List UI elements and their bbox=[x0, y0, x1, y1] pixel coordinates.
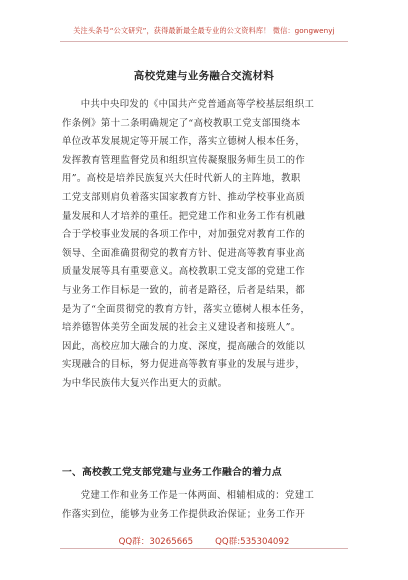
paragraph-line: 实现融合的目标，努力促进高等教育事业的发展与进步， bbox=[62, 359, 306, 371]
header-banner: 关注头条号“公文研究”，获得最新最全最专业的公文资料库！ 微信：gongwenyj bbox=[73, 26, 335, 35]
paragraph-line: 合于学校事业发展的各项工作中，对加强党对教育工作的 bbox=[62, 229, 306, 241]
paragraph-line: 量发展和人才培养的重任。把党建工作和业务工作有机融 bbox=[62, 210, 306, 222]
paragraph-line: 作条例》第十二条明确规定了“高校教职工党支部围绕本 bbox=[62, 117, 301, 129]
header-divider bbox=[60, 41, 348, 42]
paragraph-line: 因此，高校应加大融合的力度、深度，提高融合的效能以 bbox=[62, 340, 306, 352]
section-heading: 一、高校教工党支部党建与业务工作融合的着力点 bbox=[62, 467, 282, 478]
paragraph-section1 bbox=[62, 487, 345, 524]
paragraph-line: 为中华民族伟大复兴作出更大的贡献。 bbox=[62, 377, 228, 389]
paragraph-line: 作落实到位，能够为业务工作提供政治保证；业务工作开 bbox=[62, 508, 306, 520]
paragraph-line: 用”。高校是培养民族复兴大任时代新人的主阵地，教职 bbox=[62, 173, 301, 185]
document-title: 高校党建与业务融合交流材料 bbox=[133, 70, 275, 82]
paragraph-intro bbox=[62, 96, 345, 394]
paragraph-line: 工党支部则肩负着落实国家教育方针、推动学校事业高质 bbox=[62, 191, 306, 203]
paragraph-line: 质量发展等具有重要意义。高校教职工党支部的党建工作 bbox=[62, 266, 306, 278]
footer-contact bbox=[0, 535, 408, 547]
footer-divider bbox=[60, 548, 348, 549]
paragraph-line: 党建工作和业务工作是一体两面、相辅相成的：党建工 bbox=[80, 490, 315, 501]
paragraph-line: 是为了“全面贯彻党的教育方针，落实立德树人根本任务， bbox=[62, 303, 311, 315]
paragraph-line: 领导、全面准确贯彻党的教育方针、促进高等教育事业高 bbox=[62, 247, 306, 259]
paragraph-line: 发挥教育管理监督党员和组织宣传凝聚服务师生员工的作 bbox=[62, 154, 306, 166]
paragraph-line: 单位改革发展规定等开展工作，落实立德树人根本任务， bbox=[62, 136, 306, 148]
footer-qq-group-2: QQ群:535304092 bbox=[215, 537, 290, 547]
paragraph-line: 培养德智体美劳全面发展的社会主义建设者和接班人”。 bbox=[62, 322, 301, 334]
paragraph-line: 中共中央印发的《中国共产党普通高等学校基层组织工 bbox=[80, 99, 315, 110]
paragraph-line: 与业务工作目标是一致的，前者是路径，后者是结果，都 bbox=[62, 284, 306, 296]
footer-qq-group-1: QQ群：30265665 bbox=[118, 537, 194, 547]
